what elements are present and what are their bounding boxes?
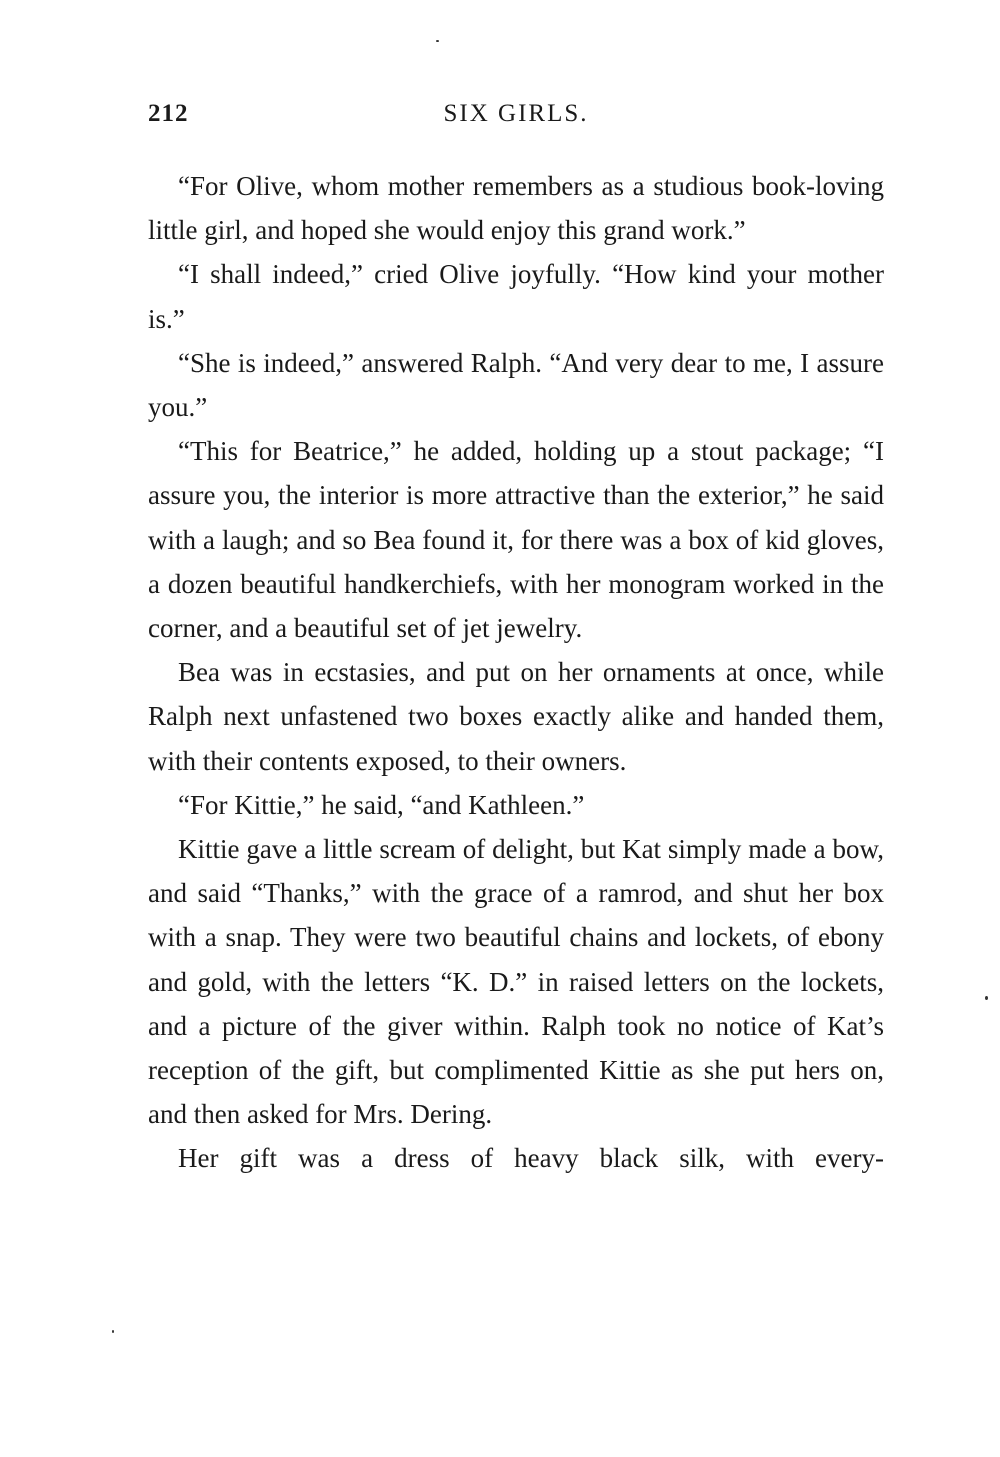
paragraph-olive-reply: “I shall indeed,” cried Olive joyfully. “How kind your mother is.” [148,259,884,334]
page-header [148,100,884,134]
print-speck [985,996,988,1000]
paragraph-olive-gift: “For Olive, whom mother remembers as a studious book-loving little girl, and hoped she would enjoy this grand work.” [148,171,884,246]
paragraph-lockets: Kittie gave a little scream of delight, but Kat simply made a bow, and said “Thanks,” with the grace of a ramrod, and shut her box with a snap. They were two beautiful chains and lockets, of ebony and gold, with the letters “K. D.” in raised letters on the lockets, and a picture of the giver within. Ralph took no notice of Kat’s reception of the gift, but complimented Kittie as she put hers on, and then asked for Mrs. Dering. [148,834,884,1130]
paragraph-kittie-kathleen: “For Kittie,” he said, “and Kathleen.” [178,789,585,820]
paragraph-ralph-reply: “She is indeed,” answered Ralph. “And very dear to me, I assure you.” [148,347,884,423]
page-number: 212 [148,100,189,127]
paragraph-mrs-dering-gift: Her gift was a dress of heavy black silk, with every- [178,1143,884,1174]
paragraph-bea-ecstasies: Bea was in ecstasies, and put on her ornaments at once, while Ralph next unfastened two boxes exactly alike and handed them, with their contents exposed, to their owners. [148,657,884,776]
print-speck [436,40,439,42]
print-speck [112,1330,114,1333]
body-text [148,164,884,1181]
running-title: SIX GIRLS. [443,100,589,127]
paragraph-beatrice-gift: “This for Beatrice,” he added, holding up a stout package; “I assure you, the interior is more attractive than the exterior,” he said with a laugh; and so Bea found it, for there was a box of kid gloves, a dozen beautiful handkerchiefs, with her monogram worked in the corner, and a beautiful set of jet jewelry. [148,436,884,644]
